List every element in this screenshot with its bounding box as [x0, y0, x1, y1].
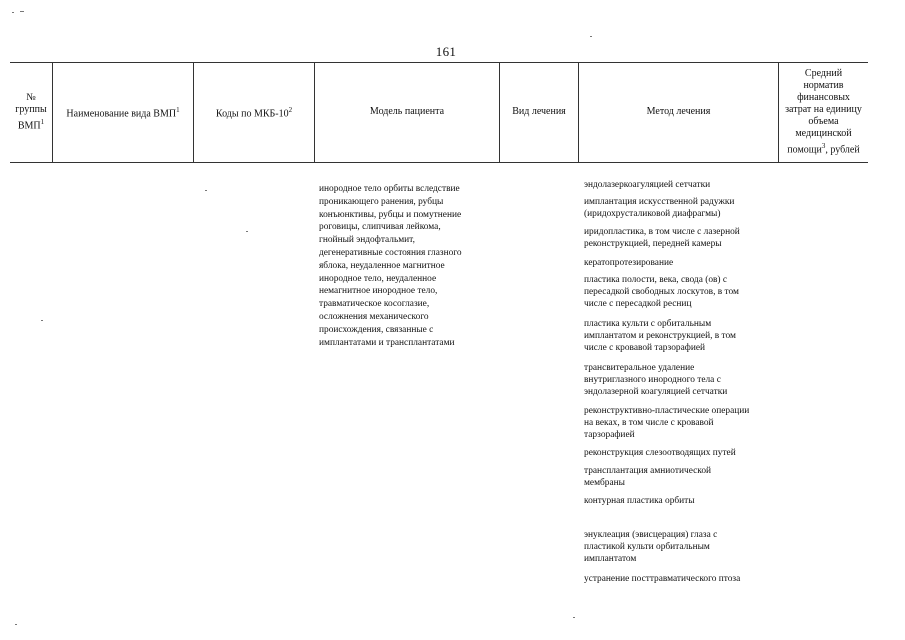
column-header-icd-codes: Коды по МКБ-$10^2$	[215, 105, 293, 120]
method-item: устранение посттравматического птоза	[584, 574, 741, 584]
column-header-vmp-name: Наименование вида ВМП$^1$	[66, 105, 180, 120]
column-header-treatment-type: Вид лечения	[512, 106, 566, 117]
scan-speck	[246, 231, 248, 232]
method-item: пластика полости, века, свода (ов) с пересадкой свободных лоскутов, в том числе с пересадкой ресниц	[584, 275, 739, 309]
header-bottom-rule	[10, 162, 868, 163]
method-item: реконструктивно-пластические операции на веках, в том числе с кровавой тарзорафией	[584, 406, 750, 440]
scan-speck	[20, 11, 24, 12]
scan-speck	[205, 190, 207, 191]
method-item: эндолазеркоагуляцией сетчатки	[584, 180, 711, 190]
method-item: трансплантация амниотической мембраны	[584, 466, 712, 488]
method-item: иридопластика, в том числе с лазерной реконструкцией, передней камеры	[584, 227, 740, 249]
scan-speck	[573, 617, 575, 618]
patient-model-cell: инородное тело орбиты вследствие проникающего ранения, рубцы конъюнктивы, рубцы и помутнение роговицы, слипчивая лейкома, гнойный эндофтальмит, дегенеративные состояния глазного яблока, неудаленное магнитное инородное тело, неудаленное немагнитное инородное тело, травматическое косоглазие, осложнения механического происхождения, связанные с имплантатами и трансплантатами	[319, 184, 462, 348]
scan-speck	[41, 320, 43, 321]
column-header-average-cost: Средний норматив финансовых затрат на единицу объема медицинской помощи$^3$, рублей	[785, 67, 862, 156]
page-number: 161	[435, 44, 457, 59]
column-header-treatment-method: Метод лечения	[646, 106, 711, 117]
scan-speck	[15, 624, 17, 625]
scan-speck	[590, 36, 592, 37]
method-item: энуклеация (эвисцерация) глаза с пластикой культи орбитальным имплантатом	[584, 530, 718, 564]
method-item: реконструкция слезоотводящих путей	[584, 448, 736, 458]
method-item: трансвитеральное удаление внутриглазного инородного тела с эндолазерной коагуляцией сетчатки	[584, 363, 728, 397]
method-item: имплантация искусственной радужки (иридохрусталиковой диафрагмы)	[584, 197, 735, 219]
table-header	[0, 62, 905, 164]
column-header-patient-model: Модель пациента	[369, 106, 445, 117]
column-header-group: № группы ВМП$^1$	[15, 91, 47, 132]
method-item: кератопротезирование	[584, 258, 674, 268]
method-item: пластика культи с орбитальным имплантатом и реконструкцией, в том числе с кровавой тарзорафией	[584, 319, 736, 353]
method-item: контурная пластика орбиты	[584, 496, 695, 506]
scan-speck	[12, 12, 14, 13]
